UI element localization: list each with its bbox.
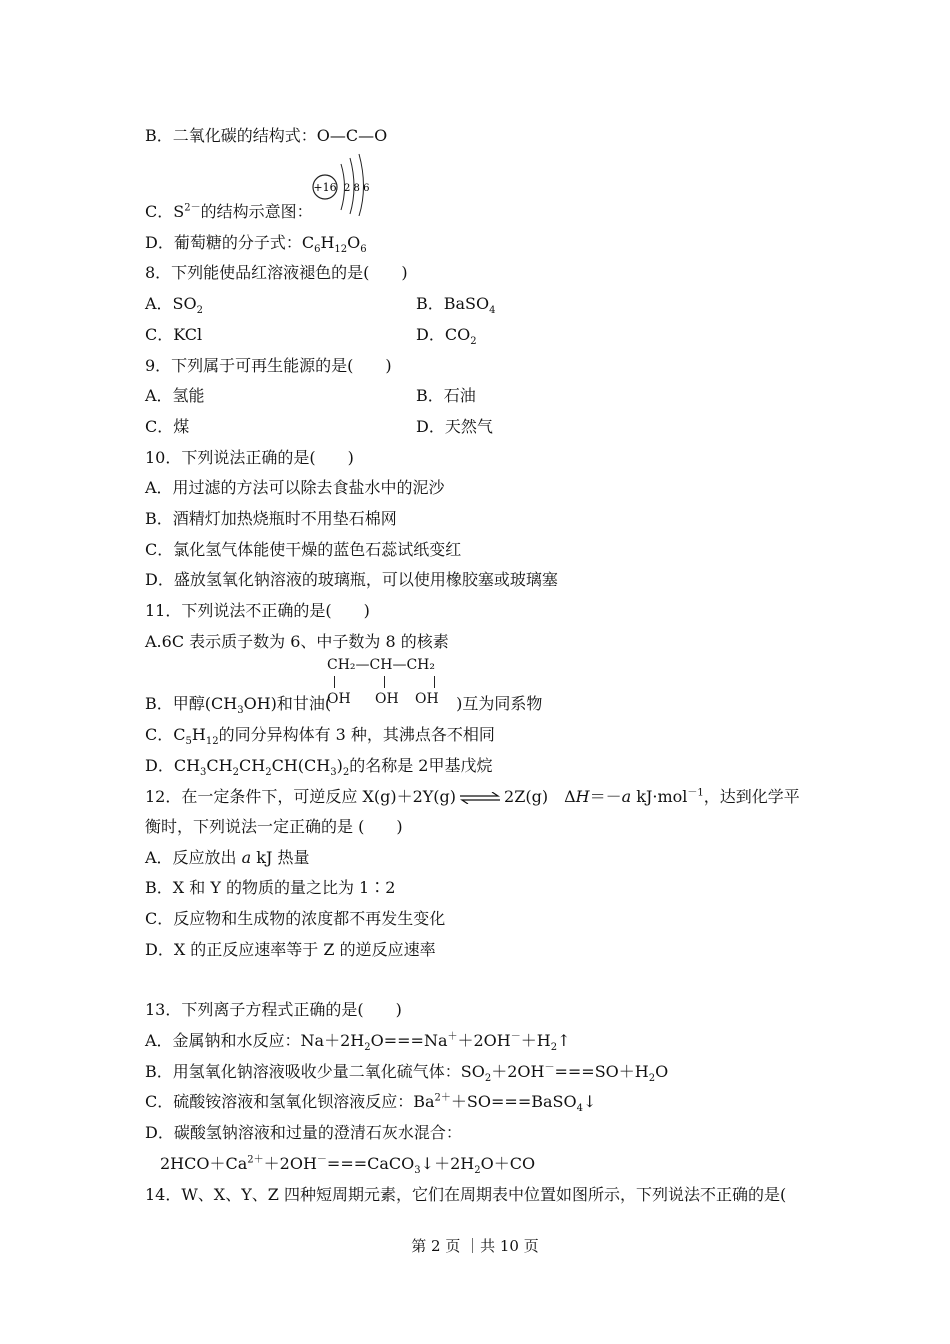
sulfide-ion-structure-diagram (308, 150, 372, 216)
q9-stem: 9．下列属于可再生能源的是( ) (145, 356, 392, 375)
q10-option-c: C．氯化氢气体能使干燥的蓝色石蕊试纸变红 (145, 540, 462, 559)
q11-option-b: B．甲醇$(CH_3OH)$和甘油( )互为同系物 (145, 694, 543, 717)
q9-option-d: D．天然气 (416, 417, 493, 436)
q8-option-b: B．BaSO$_4$ (416, 294, 496, 317)
q14-stem: 14．W、X、Y、Z 四种短周期元素，它们在周期表中位置如图所示，下列说法不正确的是( (145, 1185, 787, 1204)
q10-stem: 10．下列说法正确的是( ) (145, 448, 354, 467)
q12-option-b: B．X 和 Y 的物质的量之比为 1∶2 (145, 878, 396, 897)
hydroxyl-3: OH (415, 691, 439, 707)
hydroxyl-2: OH (375, 691, 399, 707)
q7-option-d: D．葡萄糖的分子式：$C_6H_{12}O_6$ (145, 233, 367, 256)
q12-option-c: C．反应物和生成物的浓度都不再发生变化 (145, 909, 446, 928)
q11-stem: 11．下列说法不正确的是( ) (145, 601, 370, 620)
q11-option-c: C．$C_5H_{12}$的同分异构体有 3 种，其沸点各不相同 (145, 725, 495, 748)
q9-option-c: C．煤 (145, 417, 190, 436)
q13-option-c: C．硫酸铵溶液和氢氧化钡溶液反应：$Ba^{2+}+SO===BaSO_4↓$ (145, 1092, 597, 1115)
q13-option-b: B．用氢氧化钠溶液吸收少量二氧化硫气体：$SO_2+2OH^-===SO+H_2O$ (145, 1062, 669, 1085)
nucleus-charge: +16 (313, 181, 337, 194)
q8-option-c: C．KCl (145, 325, 203, 344)
q7-option-b (145, 126, 387, 146)
q12-option-d: D．X 的正反应速率等于 Z 的逆反应速率 (145, 940, 436, 959)
q13-option-d: D．碳酸氢钠溶液和过量的澄清石灰水混合： (145, 1123, 462, 1142)
q13-option-a: A．金属钠和水反应：$Na+2H_2O===Na^++2OH^-+H_2↑$ (145, 1031, 571, 1054)
q8-option-a: A．$SO_2$ (145, 294, 204, 317)
page-footer: 第 2 页 ｜共 10 页 (411, 1237, 539, 1255)
q12-option-a: A．反应放出 a kJ 热量 (145, 848, 310, 867)
q10-option-b: B．酒精灯加热烧瓶时不用垫石棉网 (145, 509, 397, 528)
q13-option-d-equation: $2HCO+Ca^{2+}+2OH^-===CaCO_3↓+2H_2O+CO$ (160, 1154, 536, 1177)
q12-stem-line2: 衡时，下列说法一定正确的是 ( ) (145, 817, 403, 836)
q12-stem-line1: 12．在一定条件下，可逆反应 X(g)＋2Y(g) 2Z(g) ΔH＝－a kJ·mol$^{-1}$，达到化学平 (145, 787, 800, 806)
q7-option-c: C．$S^{2-}$的结构示意图： (145, 202, 313, 221)
q7-option-b-text: B．二氧化碳的结构式：O—C—O (145, 126, 388, 145)
q9-option-a: A．氢能 (145, 386, 205, 405)
bond-line (384, 676, 385, 688)
equilibrium-arrow-icon (458, 792, 502, 804)
q10-option-d: D．盛放氢氧化钠溶液的玻璃瓶，可以使用橡胶塞或玻璃塞 (145, 570, 558, 589)
bond-line (434, 676, 435, 688)
electron-shells: 2 8 6 (344, 183, 370, 194)
q10-option-a: A．用过滤的方法可以除去食盐水中的泥沙 (145, 478, 445, 497)
q9-option-b: B．石油 (416, 386, 476, 405)
glycerol-chain: CH₂—CH—CH₂ (327, 657, 435, 673)
q13-stem: 13．下列离子方程式正确的是( ) (145, 1000, 402, 1019)
q8-option-d: D．$CO_2$ (416, 325, 477, 348)
q11-option-d: D．$CH_3CH_2CH_2CH(CH_3)_2$的名称是 2甲基戊烷 (145, 756, 493, 779)
q11-option-a: A.6C 表示质子数为 6、中子数为 8 的核素 (145, 632, 449, 651)
hydroxyl-1: OH (327, 691, 351, 707)
bond-line (334, 676, 335, 688)
q8-stem: 8．下列能使品红溶液褪色的是( ) (145, 263, 408, 282)
